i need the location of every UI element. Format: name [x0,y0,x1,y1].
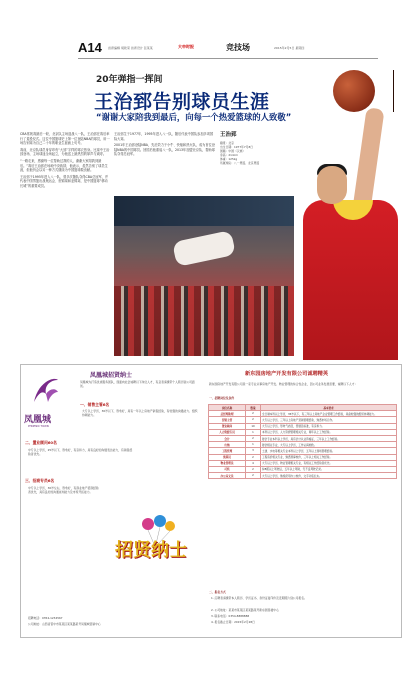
job-count: 4 [246,460,261,466]
job-count: 3 [246,448,261,454]
infobox-title: 王治郅 [220,132,237,138]
job-requirement: 大专以上学历，熟练使用办公软件，文字功底扎实。 [261,473,397,479]
paragraph: 王治郅生于1977年，1995年进入八一队，随后代表中国队参加多项国际大赛。 [114,132,214,141]
job-title: 出纳 [209,442,246,448]
xindongyuan-ad [205,364,400,636]
job-count: 2 [246,417,261,423]
ad-title: 新东园房地产开发有限公司诚聘精英 [245,371,329,377]
job-requirement: 大专以上学历，物业管理相关专业，有相关工作经验者优先。 [261,460,397,466]
job-requirement: 本科以上学历，人力资源管理相关专业，两年以上工作经验。 [261,429,397,435]
job-count: 2 [246,466,261,472]
job-requirement: 工程造价相关专业，熟悉预算软件，三年以上相关工作经验。 [261,454,397,460]
brand-name-en: PHOENIX TOWN [28,425,49,428]
job-title: 置业顾问 [209,423,246,429]
article-column-2 [114,132,216,159]
job-count: 1 [246,429,261,435]
table-row [209,473,397,479]
basketball-icon [333,70,375,112]
infobox-row: 籍贯：北京 [220,141,234,145]
table-caption: 一、招聘岗位及条件 [209,396,235,400]
infobox-row: 国籍：中国（汉族） [220,149,246,153]
page-number: A14 [78,40,102,55]
job-count: 2 [246,435,261,441]
player-head [317,166,347,204]
note-line: 3. 联系电话：0354-8888888 [211,614,250,618]
post-text: 中专以上学历，25岁以下，形象好，有亲和力，具有良好的沟通表达能力，有销售经验者优先。 [28,448,133,456]
note-line: 4. 报名截止日期：2015年2月28日 [211,620,255,624]
job-title: 物业管理员 [209,460,246,466]
paragraph: 2001年王治郅登陆NBA，先后效力于小牛、快船和热火队，成为首位登陆NBA的中国球员。回国后他重返八一队，2013年加盟北京队，帮助球队夺得总冠军。 [114,143,215,157]
note-line: 1. 应聘者请携带本人简历、学历证书、身份证复印件及近期照片到公司报名。 [211,596,307,600]
arena-scoreboard [114,196,294,226]
job-count: 2 [246,473,261,479]
job-title: 会计 [209,435,246,441]
team-crowd [114,286,294,356]
phoenix-logo-icon [28,372,64,408]
ad-title: 凤凰城招贤纳士 [90,372,133,379]
job-count: 2 [246,454,261,460]
article-column-1 [20,132,110,191]
column-header: 岗位名称 [209,405,246,411]
job-requirement: 土建、水电等相关专业本科以上学历，五年以上现场管理经验。 [261,448,397,454]
job-title: 人力资源专员 [209,429,246,435]
ad-intro: 凤凰城为打造优质服务团队，现面向社会诚聘以下岗位人才，有意者请携带个人简历到公司面试。 [80,380,195,388]
job-requirement: 持B照以上驾驶证，五年以上驾龄，无不良驾驶记录。 [261,466,397,472]
infobox-row: 体重：125kg [220,157,238,161]
job-title: 总经理助理 [209,411,246,417]
post-text: 大专以上学历，30岁以下，形象好，具有一年以上房地产销售经验，有较强的沟通能力、组织协调能力。 [82,409,198,417]
contact-line: 公司地址：山西省晋中市某某区某某路某号凤凰城营销中心 [28,622,101,626]
job-requirement: 财会专业本科以上学历，具有会计从业资格证，三年以上工作经验。 [261,435,397,441]
job-count: 10 [246,423,261,429]
article-headline: 王治郅告别球员生涯 [94,91,270,113]
note-line: 2. 公司地址：某某市某某区某某路某号新东园售楼中心 [211,608,279,612]
phoenix-town-ad [20,364,203,636]
job-requirement: 大专以上学历，三年以上房地产营销管理经验，熟悉市场运作。 [261,417,397,423]
player-infobox [220,130,296,194]
article-kicker: 20年弹指一挥间 [96,75,163,85]
paragraph: CBA常规赛最后一轮，北京队主场迎战八一队，王治郅在赛后举行了退役仪式。这位中国篮球史上第一位登陆NBA的球员，用一场告别赛为自己二十年的职业生涯画上句号。 [20,132,110,146]
job-requirement: 全日制本科以上学历，35岁以下，有三年以上房地产企业管理工作经验，具备较强的组织协调能力。 [261,411,397,417]
job-requirement: 财会相关专业，大专以上学历，工作认真细致。 [261,442,397,448]
job-title: 工程管理 [209,448,246,454]
job-requirement: 大专以上学历，形象气质佳，普通话标准，有亲和力。 [261,423,397,429]
brand-name: 凤凰城 [24,415,52,425]
column-header: 数量 [246,405,261,411]
player-photo [293,70,401,360]
job-count: 1 [246,442,261,448]
job-title: 办公室文员 [209,473,246,479]
header-meta: 首席编辑 胡乾荣 首席设计 张某某 [108,46,153,50]
ad-intro: 新东园房地产开发有限公司是一家专业从事房地产开发、物业管理的综合性企业，因公司业务发展需要，诚聘以下人才： [209,382,358,386]
contact-line: 招聘电话：0354-1234567 [28,616,63,620]
paragraph: 王治郅于1995年进入八一队，曾多次随队夺得CBA总冠军，并代表中国男篮出战奥运会、世锦赛和亚锦赛，是中国篮球“移动长城”的重要成员。 [20,174,109,188]
job-count: 2 [246,411,261,417]
page-header [78,38,378,59]
infobox-row: 身高：214cm [220,153,238,157]
infobox-row: 所属球队：八一男篮、北京男篮 [220,161,260,165]
post-title: 一、销售主管6名 [80,402,110,407]
jobs-table [208,404,397,479]
paragraph: “一路走来，感谢每一位帮助过我的人，谢谢大家陪我到最后。”赛后王治郅在场地中央致辞，他表示，虽然告别了球员生涯，但他仍会以另一种方式继续为中国篮球做贡献。 [20,158,108,173]
recruitment-slogan: 招贤纳士 [115,540,187,561]
newspaper-logo: 大申时报 [178,44,194,49]
issue-date: 2015年2月5日 星期四 [274,46,305,50]
celebration-photo [114,196,294,356]
job-title: 预算员 [209,454,246,460]
infobox-row: 出生日期：1977年7月8日 [220,145,254,149]
lifted-player [172,230,236,267]
paragraph: 赛前，北京队球员身穿印有“大郅”字样的球衣热身。比赛中王治郅登场，主场球迷全场起立，为他送上最热烈的掌声与欢呼。 [20,147,110,157]
notes-title: 二、报名方式 [209,590,226,594]
post-text: 中专以上学历，30岁左右，形象好，有商业地产招商经验者优先，具有良好的沟通谈判能力及市场开拓能力。 [28,486,99,494]
job-title: 营销主管 [209,417,246,423]
column-header: 基本要求 [261,405,397,411]
red-jersey [303,200,398,360]
section-title: 竞技场 [226,43,250,52]
post-title: 三、招商专员6名 [25,478,55,483]
article-subhead: “谢谢大家陪我到最后，向每一个热爱篮球的人致敬” [96,112,292,122]
job-title: 司机 [209,466,246,472]
post-title: 二、置业顾问60名 [25,440,57,445]
